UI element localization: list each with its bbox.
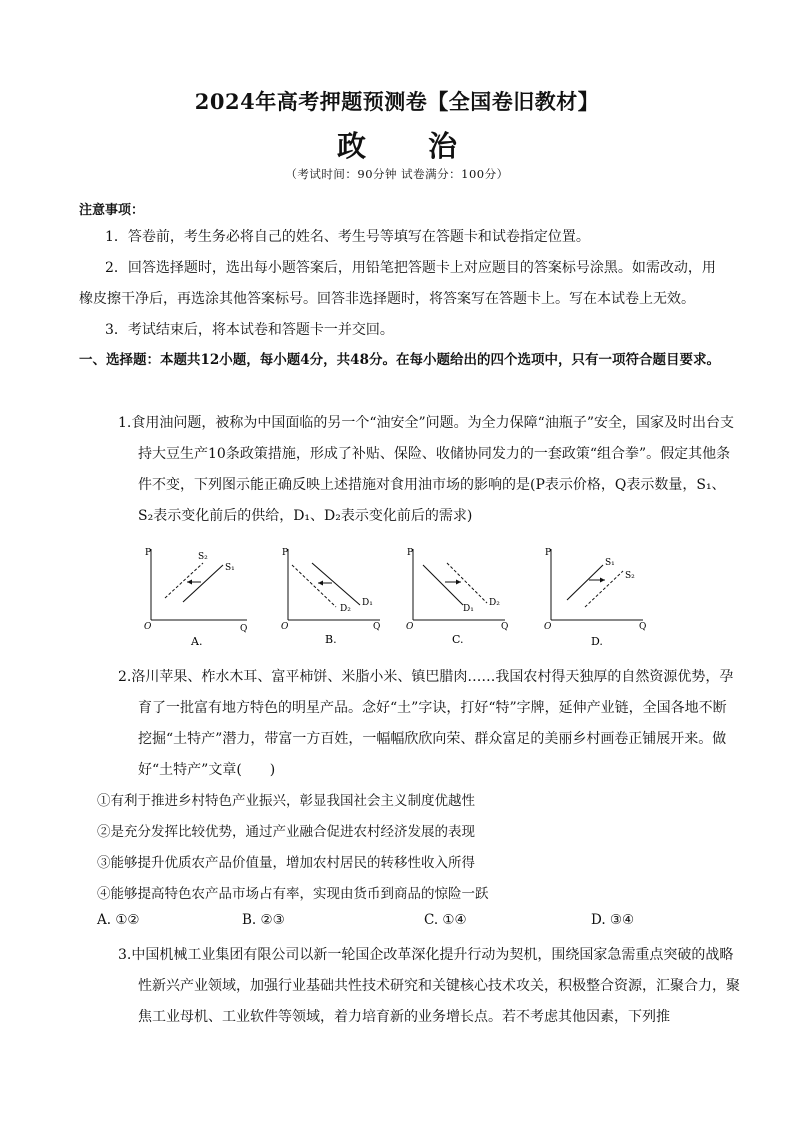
answer-c: C. ①④	[424, 912, 467, 928]
answer-d: D. ③④	[591, 912, 635, 928]
diagram-c-dashed-label: D₂	[489, 598, 500, 608]
diagram-c-axis-p: P	[407, 548, 414, 558]
diagram-d	[543, 545, 658, 650]
diagram-d-solid-label: S₁	[605, 558, 615, 568]
diagram-c-option: C.	[452, 633, 464, 646]
answer-a: A. ①②	[97, 912, 140, 928]
diagram-a-option: A.	[191, 635, 203, 648]
exam-info: （考试时间：90分钟 试卷满分：100分）	[285, 167, 509, 181]
question-2-option-1: ①有利于推进乡村特色产业振兴，彰显我国社会主义制度优越性	[97, 793, 475, 809]
notice-item-1: 1．答卷前，考生务必将自己的姓名、考生号等填写在答题卡和试卷指定位置。	[105, 229, 590, 245]
diagram-d-axis-q: Q	[639, 622, 647, 632]
question-3-text: 3.中国机械工业集团有限公司以新一轮国企改革深化提升行动为契机，围绕国家急需重点突破的战略性新兴产业领域，加强行业基础共性技术研究和关键核心技术攻关，积极整合资源，汇聚合力，聚焦工业母机、工业软件等领域，着力培育新的业务增长点。若不考虑其他因素，下列推	[118, 947, 740, 1025]
diagram-a-curve-dashed	[165, 563, 203, 598]
diagram-d-axes	[551, 549, 643, 620]
diagram-a-solid-label: S₁	[225, 563, 235, 573]
diagram-c-curve-dashed	[447, 563, 487, 603]
diagram-c-solid-label: D₁	[463, 604, 474, 614]
diagram-c-axis-q: Q	[501, 622, 509, 632]
diagram-b-curve-solid	[312, 563, 360, 605]
diagram-d-dashed-label: S₂	[625, 571, 635, 581]
diagram-d-option: D.	[591, 635, 603, 648]
diagram-c-origin: O	[406, 622, 414, 632]
diagram-b	[280, 545, 395, 650]
diagram-a	[143, 545, 258, 650]
diagram-c-curve-solid	[423, 565, 463, 605]
diagram-c	[405, 545, 520, 650]
notice-item-3: 3．考试结束后，将本试卷和答题卡一并交回。	[105, 322, 394, 338]
diagram-a-dashed-label: S₂	[198, 552, 208, 562]
diagram-a-axis-q: Q	[240, 624, 248, 634]
question-2-option-4: ④能够提高特色农产品市场占有率，实现由货币到商品的惊险一跃	[97, 886, 489, 902]
exam-title: 2024年高考押题预测卷【全国卷旧教材】	[194, 89, 600, 114]
diagram-d-axis-p: P	[545, 548, 552, 558]
notice-item-2: 2．回答选择题时，选出每小题答案后，用铅笔把答题卡上对应题目的答案标号涂黑。如需改动，用橡皮擦干净后，再选涂其他答案标号。回答非选择题时，将答案写在答题卡上。写在本试卷上无效。	[79, 260, 716, 307]
diagram-a-origin: O	[144, 622, 152, 632]
diagram-b-origin: O	[281, 622, 289, 632]
diagram-b-axes	[288, 549, 380, 620]
diagram-b-option: B.	[325, 633, 337, 646]
diagram-a-axis-p: P	[145, 548, 152, 558]
diagram-b-axis-p: P	[282, 548, 289, 558]
diagram-b-curve-dashed	[292, 565, 336, 607]
diagram-a-curve-solid	[183, 565, 223, 602]
question-2-option-3: ③能够提升优质农产品价值量，增加农村居民的转移性收入所得	[97, 855, 475, 871]
diagram-b-dashed-label: D₂	[340, 604, 351, 614]
diagram-b-solid-label: D₁	[362, 598, 373, 608]
answer-b: B. ②③	[242, 912, 285, 928]
notice-heading: 注意事项：	[79, 203, 145, 218]
diagram-b-axis-q: Q	[373, 622, 381, 632]
section-heading: 一、选择题：本题共12小题，每小题4分，共48分。在每小题给出的四个选项中，只有一项符合题目要求。	[79, 352, 720, 368]
diagram-d-origin: O	[544, 622, 552, 632]
question-2-text: 2.洛川苹果、柞水木耳、富平柿饼、米脂小米、镇巴腊肉……我国农村得天独厚的自然资源优势，孕育了一批富有地方特色的明星产品。念好“土”字诀，打好“特”字牌，延伸产业链，全国各地不断挖掘“土特产”潜力，带富一方百姓，一幅幅欣欣向荣、群众富足的美丽乡村画卷正铺展开来。做好“土特产”文章( )	[118, 669, 734, 778]
diagram-c-axes	[413, 549, 505, 620]
exam-subject: 政 治	[336, 129, 484, 163]
question-2-option-2: ②是充分发挥比较优势，通过产业融合促进农村经济发展的表现	[97, 824, 475, 840]
question-1-text: 1.食用油问题，被称为中国面临的另一个“油安全”问题。为全力保障“油瓶子”安全，国家及时出台支持大豆生产10条政策措施，形成了补贴、保险、收储协同发力的一套政策“组合拳”。假定其他条件不变，下列图示能正确反映上述措施对食用油市场的影响的是(P表示价格，Q表示数量，S₁、S₂表示变化前后的供给，D₁、D₂表示变化前后的需求)	[118, 415, 734, 524]
